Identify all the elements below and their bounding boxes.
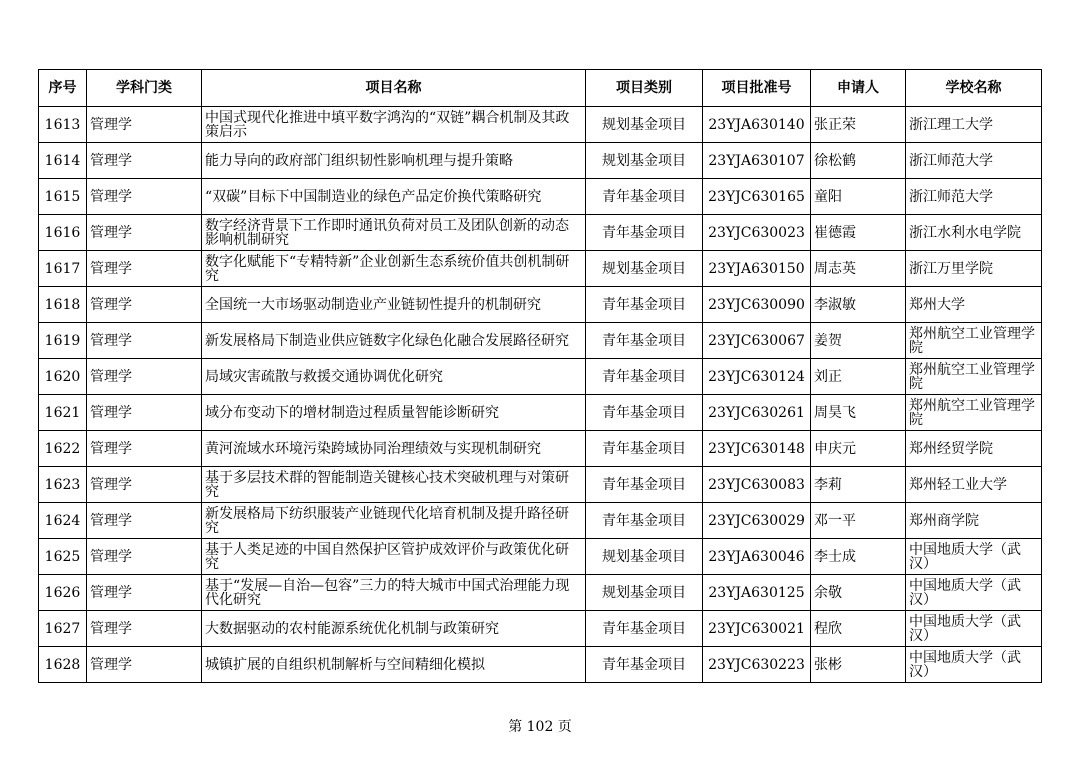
row-school: 浙江理工大学: [906, 107, 1042, 143]
row-approval-number: 23YJA630125: [703, 575, 811, 611]
row-school: 郑州轻工业大学: [906, 467, 1042, 503]
table-row: [39, 359, 1042, 395]
row-project-type: 规划基金项目: [586, 251, 703, 287]
row-applicant: 徐松鹤: [811, 143, 906, 179]
row-project-name: “双碳”目标下中国制造业的绿色产品定价换代策略研究: [202, 179, 586, 215]
row-applicant: 刘正: [811, 359, 906, 395]
row-project-type: 青年基金项目: [586, 359, 703, 395]
row-school: 中国地质大学（武汉）: [906, 611, 1042, 647]
header-project-name: 项目名称: [202, 70, 586, 107]
row-approval-number: 23YJC630261: [703, 395, 811, 431]
table-row: [39, 179, 1042, 215]
row-index: 1617: [39, 251, 87, 287]
row-project-name: 基于多层技术群的智能制造关键核心技术突破机理与对策研究: [202, 467, 586, 503]
row-applicant: 周昊飞: [811, 395, 906, 431]
row-applicant: 李淑敏: [811, 287, 906, 323]
row-applicant: 张彬: [811, 647, 906, 683]
row-index: 1626: [39, 575, 87, 611]
row-discipline: 管理学: [87, 503, 202, 539]
row-project-name: 域分布变动下的增材制造过程质量智能诊断研究: [202, 395, 586, 431]
row-index: 1623: [39, 467, 87, 503]
row-applicant: 程欣: [811, 611, 906, 647]
row-approval-number: 23YJC630165: [703, 179, 811, 215]
row-project-type: 规划基金项目: [586, 539, 703, 575]
row-project-type: 青年基金项目: [586, 467, 703, 503]
table-row: [39, 251, 1042, 287]
row-discipline: 管理学: [87, 215, 202, 251]
row-school: 郑州航空工业管理学院: [906, 323, 1042, 359]
header-project-type: 项目类别: [586, 70, 703, 107]
row-school: 郑州经贸学院: [906, 431, 1042, 467]
table-row: [39, 143, 1042, 179]
row-index: 1618: [39, 287, 87, 323]
table-row: [39, 323, 1042, 359]
row-discipline: 管理学: [87, 467, 202, 503]
row-school: 郑州航空工业管理学院: [906, 359, 1042, 395]
row-approval-number: 23YJA630150: [703, 251, 811, 287]
row-index: 1621: [39, 395, 87, 431]
row-approval-number: 23YJC630023: [703, 215, 811, 251]
row-project-name: 中国式现代化推进中填平数字鸿沟的“双链”耦合机制及其政策启示: [202, 107, 586, 143]
row-approval-number: 23YJC630067: [703, 323, 811, 359]
table-row: [39, 647, 1042, 683]
row-school: 浙江师范大学: [906, 143, 1042, 179]
row-approval-number: 23YJC630124: [703, 359, 811, 395]
row-project-name: 数字经济背景下工作即时通讯负荷对员工及团队创新的动态影响机制研究: [202, 215, 586, 251]
row-approval-number: 23YJA630046: [703, 539, 811, 575]
row-index: 1614: [39, 143, 87, 179]
row-project-name: 能力导向的政府部门组织韧性影响机理与提升策略: [202, 143, 586, 179]
row-discipline: 管理学: [87, 395, 202, 431]
table-row: [39, 575, 1042, 611]
row-applicant: 申庆元: [811, 431, 906, 467]
row-index: 1619: [39, 323, 87, 359]
row-project-type: 规划基金项目: [586, 575, 703, 611]
row-index: 1613: [39, 107, 87, 143]
row-project-type: 规划基金项目: [586, 143, 703, 179]
row-project-name: 黄河流域水环境污染跨域协同治理绩效与实现机制研究: [202, 431, 586, 467]
row-discipline: 管理学: [87, 143, 202, 179]
row-applicant: 崔德霞: [811, 215, 906, 251]
row-school: 中国地质大学（武汉）: [906, 539, 1042, 575]
row-school: 中国地质大学（武汉）: [906, 647, 1042, 683]
row-discipline: 管理学: [87, 251, 202, 287]
header-approval-number: 项目批准号: [703, 70, 811, 107]
table-row: [39, 611, 1042, 647]
table-row: [39, 539, 1042, 575]
row-discipline: 管理学: [87, 647, 202, 683]
row-applicant: 张正荣: [811, 107, 906, 143]
project-table: [38, 69, 1042, 683]
row-discipline: 管理学: [87, 179, 202, 215]
header-applicant: 申请人: [811, 70, 906, 107]
row-project-type: 青年基金项目: [586, 215, 703, 251]
row-project-name: 新发展格局下纺织服装产业链现代化培育机制及提升路径研究: [202, 503, 586, 539]
row-project-name: 新发展格局下制造业供应链数字化绿色化融合发展路径研究: [202, 323, 586, 359]
row-approval-number: 23YJC630223: [703, 647, 811, 683]
header-discipline: 学科门类: [87, 70, 202, 107]
row-school: 郑州商学院: [906, 503, 1042, 539]
row-project-name: 大数据驱动的农村能源系统优化机制与政策研究: [202, 611, 586, 647]
row-index: 1622: [39, 431, 87, 467]
row-approval-number: 23YJC630021: [703, 611, 811, 647]
row-index: 1616: [39, 215, 87, 251]
row-approval-number: 23YJA630107: [703, 143, 811, 179]
row-applicant: 周志英: [811, 251, 906, 287]
row-school: 郑州航空工业管理学院: [906, 395, 1042, 431]
row-discipline: 管理学: [87, 287, 202, 323]
row-applicant: 李士成: [811, 539, 906, 575]
table-row: [39, 287, 1042, 323]
row-applicant: 李莉: [811, 467, 906, 503]
header-index: 序号: [39, 70, 87, 107]
row-project-type: 青年基金项目: [586, 611, 703, 647]
table-row: [39, 395, 1042, 431]
table-row: [39, 215, 1042, 251]
row-index: 1625: [39, 539, 87, 575]
row-project-name: 局域灾害疏散与救援交通协调优化研究: [202, 359, 586, 395]
table-row: [39, 467, 1042, 503]
row-discipline: 管理学: [87, 611, 202, 647]
header-school: 学校名称: [906, 70, 1042, 107]
row-project-type: 青年基金项目: [586, 323, 703, 359]
row-project-name: 城镇扩展的自组织机制解析与空间精细化模拟: [202, 647, 586, 683]
row-project-name: 数字化赋能下“专精特新”企业创新生态系统价值共创机制研究: [202, 251, 586, 287]
row-applicant: 余敬: [811, 575, 906, 611]
row-project-type: 青年基金项目: [586, 431, 703, 467]
table-row: [39, 107, 1042, 143]
row-discipline: 管理学: [87, 323, 202, 359]
row-project-type: 青年基金项目: [586, 395, 703, 431]
row-applicant: 童阳: [811, 179, 906, 215]
table-row: [39, 431, 1042, 467]
row-school: 中国地质大学（武汉）: [906, 575, 1042, 611]
row-approval-number: 23YJA630140: [703, 107, 811, 143]
row-applicant: 姜贺: [811, 323, 906, 359]
row-project-name: 基于人类足迹的中国自然保护区管护成效评价与政策优化研究: [202, 539, 586, 575]
row-project-type: 规划基金项目: [586, 107, 703, 143]
row-index: 1620: [39, 359, 87, 395]
table-row: [39, 503, 1042, 539]
row-discipline: 管理学: [87, 539, 202, 575]
row-school: 郑州大学: [906, 287, 1042, 323]
row-school: 浙江师范大学: [906, 179, 1042, 215]
row-discipline: 管理学: [87, 575, 202, 611]
row-index: 1628: [39, 647, 87, 683]
row-index: 1624: [39, 503, 87, 539]
row-approval-number: 23YJC630090: [703, 287, 811, 323]
row-project-name: 全国统一大市场驱动制造业产业链韧性提升的机制研究: [202, 287, 586, 323]
row-project-name: 基于“发展—自治—包容”三力的特大城市中国式治理能力现代化研究: [202, 575, 586, 611]
row-discipline: 管理学: [87, 431, 202, 467]
row-project-type: 青年基金项目: [586, 647, 703, 683]
row-school: 浙江水利水电学院: [906, 215, 1042, 251]
row-project-type: 青年基金项目: [586, 179, 703, 215]
row-project-type: 青年基金项目: [586, 503, 703, 539]
row-index: 1627: [39, 611, 87, 647]
row-approval-number: 23YJC630148: [703, 431, 811, 467]
row-discipline: 管理学: [87, 107, 202, 143]
row-approval-number: 23YJC630029: [703, 503, 811, 539]
row-discipline: 管理学: [87, 359, 202, 395]
header-row: [39, 70, 1042, 107]
row-school: 浙江万里学院: [906, 251, 1042, 287]
page-number: 第 102 页: [508, 719, 572, 735]
row-index: 1615: [39, 179, 87, 215]
row-applicant: 邓一平: [811, 503, 906, 539]
row-project-type: 青年基金项目: [586, 287, 703, 323]
row-approval-number: 23YJC630083: [703, 467, 811, 503]
